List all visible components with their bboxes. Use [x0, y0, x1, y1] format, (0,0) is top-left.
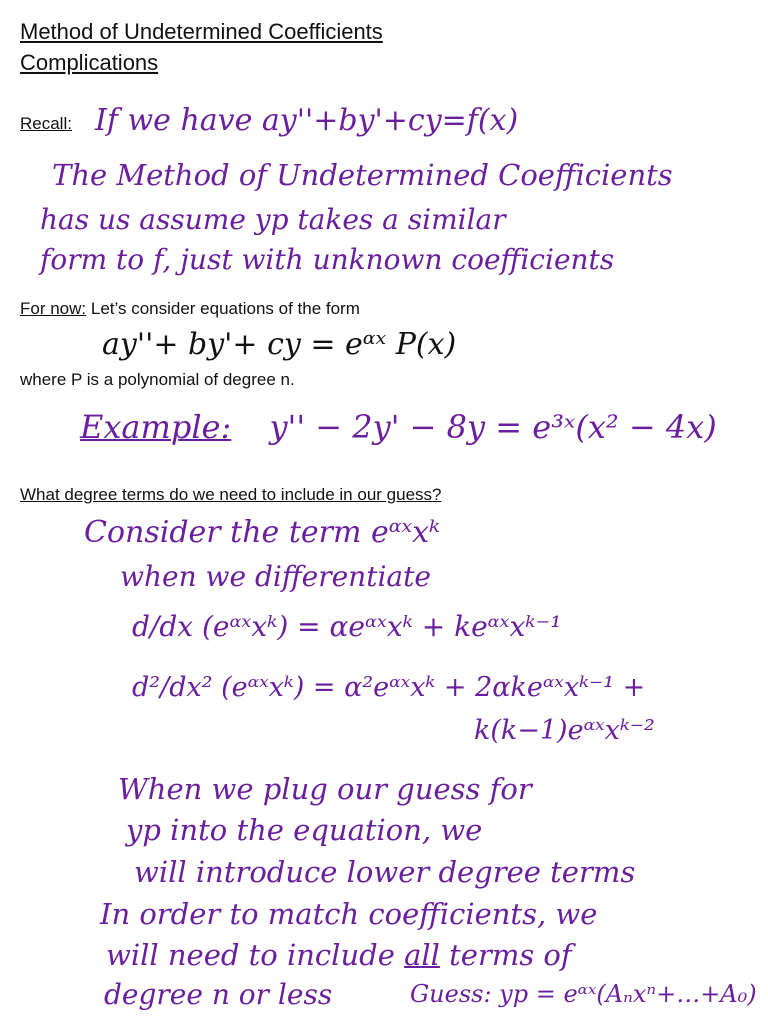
all-emphasis: all — [404, 938, 440, 972]
recall-line-4: form to f, just with unknown coefficients — [40, 243, 615, 276]
plug-line-3: will introduce lower degree terms — [134, 855, 636, 889]
plug-line-2: yp into the equation, we — [126, 813, 483, 847]
order-line-2-end: terms of — [439, 938, 572, 972]
plug-line-1: When we plug our guess for — [118, 772, 532, 806]
recall-line-2: The Method of Undetermined Coefficients — [52, 158, 673, 192]
page-subtitle: Complications — [20, 50, 159, 75]
for-now-line — [20, 298, 360, 319]
order-line-2-start: will need to include — [106, 938, 405, 972]
order-line-3: degree n or less — [104, 978, 333, 1011]
question-text: What degree terms do we need to include in our guess? — [20, 485, 442, 504]
order-line-1: In order to match coefficients, we — [100, 897, 598, 931]
page-title: Method of Undetermined Coefficients — [20, 19, 383, 44]
example-label: Example: — [80, 408, 232, 446]
for-now-label: For now: — [20, 299, 87, 318]
for-now-text: Let’s consider equations of the form — [86, 299, 360, 318]
guess-formula: Guess: yp = eᵅˣ(Aₙxⁿ+…+A₀) — [410, 980, 757, 1008]
recall-line-1: If we have ay''+by'+cy=f(x) — [95, 103, 519, 138]
example-line — [80, 408, 717, 446]
general-equation: ay''+ by'+ cy = eᵅˣ P(x) — [102, 327, 457, 362]
example-equation: y'' − 2y' − 8y = e³ˣ(x² − 4x) — [269, 408, 717, 446]
second-derivative-tail: k(k−1)eᵅˣxᵏ⁻² — [474, 715, 655, 746]
second-derivative: d²/dx² (eᵅˣxᵏ) = α²eᵅˣxᵏ + 2αkeᵅˣxᵏ⁻¹ + — [132, 672, 646, 703]
recall-label: Recall: — [20, 114, 72, 133]
order-line-2 — [106, 938, 572, 972]
first-derivative: d/dx (eᵅˣxᵏ) = αeᵅˣxᵏ + keᵅˣxᵏ⁻¹ — [132, 610, 562, 643]
recall-line-3: has us assume yp takes a similar — [40, 203, 506, 236]
differentiate-line: when we differentiate — [120, 560, 431, 593]
consider-line: Consider the term eᵅˣxᵏ — [84, 515, 440, 550]
where-text: where P is a polynomial of degree n. — [20, 370, 295, 389]
